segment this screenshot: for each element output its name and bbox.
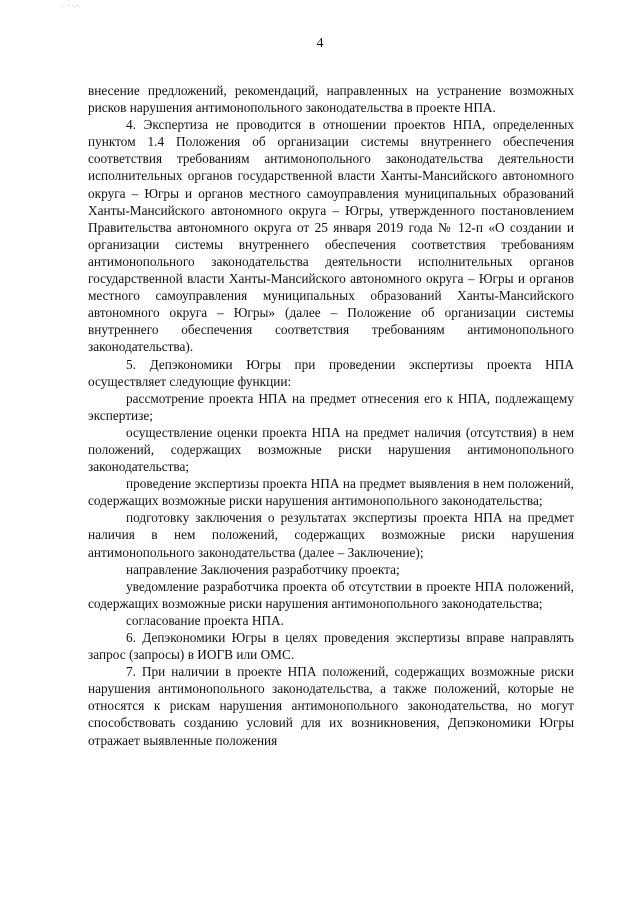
paragraph-item-6: 6. Депэкономики Югры в целях проведения экспертизы вправе направлять запрос (запросы) в ИОГВ или ОМС. <box>88 630 574 663</box>
function-item: уведомление разработчика проекта об отсутствии в проекте НПА положений, содержащих возможные риски нарушения антимонопольного законодательства; <box>88 578 574 611</box>
paragraph-item-7: 7. При наличии в проекте НПА положений, содержащих возможные риски нарушения антимонопольного законодательства, а также положений, которые не относятся к рискам нарушения антимонопольного законодательства, но могут способствовать созданию условий для их возникновения, Депэкономики Югры отражает выявленные положения <box>88 664 574 748</box>
function-item: согласование проекта НПА. <box>126 612 284 628</box>
paragraph-item-4: 4. Экспертиза не проводится в отношении проектов НПА, определенных пунктом 1.4 Положения об организации системы внутреннего обеспечения соответствия требованиям антимонопольного законодательства деятельности исполнительных органов государственной власти Ханты-Мансийского автономного округа – Югры и органов местного самоуправления муниципальных образований Ханты-Мансийского автономного округа – Югры, утвержденного постановлением Правительства автономного округа от 25 января 2019 года № 12-п «О создании и организации системы внутреннего обеспечения соответствия требованиям антимонопольного законодательства деятельности исполнительных органов государственной власти Ханты-Мансийского автономного округа – Югры и органов местного самоуправления муниципальных образований Ханты-Мансийского автономного округа – Югры» (далее – Положение об организации системы внутреннего обеспечения соответствия требованиям антимонопольного законодательства). <box>88 117 574 355</box>
paragraph-continuation: внесение предложений, рекомендаций, направленных на устранение возможных рисков нарушения антимонопольного законодательства в проекте НПА. <box>88 83 574 116</box>
function-item: направление Заключения разработчику проекта; <box>126 561 400 577</box>
scan-artifact: · ' ·'· <box>62 4 82 11</box>
paragraph-item-5: 5. Депэкономики Югры при проведении экспертизы проекта НПА осуществляет следующие функции: <box>88 356 574 389</box>
function-item: осуществление оценки проекта НПА на предмет наличия (отсутствия) в нем положений, содержащих возможные риски нарушения антимонопольного законодательства; <box>88 424 574 475</box>
function-item: проведение экспертизы проекта НПА на предмет выявления в нем положений, содержащих возможные риски нарушения антимонопольного законодательства; <box>88 476 574 509</box>
function-item: рассмотрение проекта НПА на предмет отнесения его к НПА, подлежащему экспертизе; <box>88 390 574 423</box>
document-body <box>88 82 574 749</box>
function-item: подготовку заключения о результатах экспертизы проекта НПА на предмет наличия в нем положений, содержащих возможные риски нарушения антимонопольного законодательства (далее – Заключение); <box>88 510 574 560</box>
page-number: 4 <box>316 36 324 51</box>
